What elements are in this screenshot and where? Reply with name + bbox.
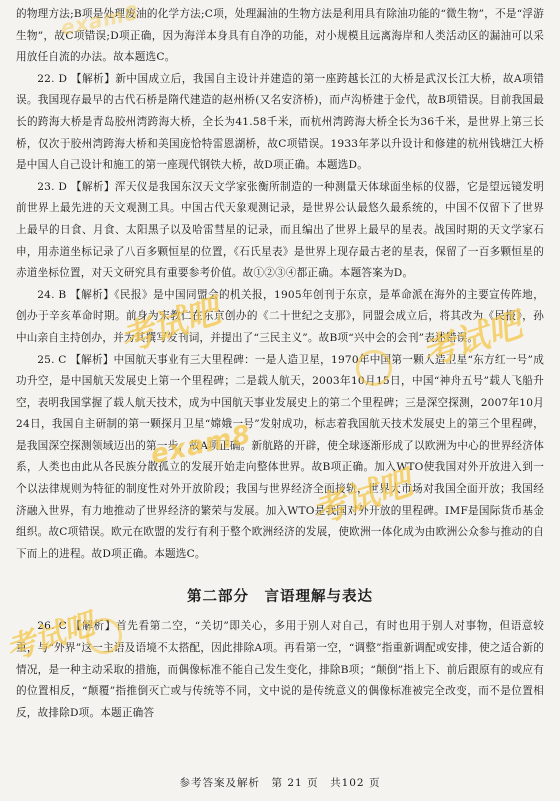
watermark-logo: exam8 [147, 419, 255, 471]
answer-paragraph: 24. B 【解析】《民报》是中国同盟会的机关报，1905年创刊于东京，是革命派在海外的主要宣传阵地，创办于辛亥革命时期。前身为宋教仁在东京创办的《二十世纪之支那》，同盟会成立后，将其改为《民报》，孙中山亲自主持创办，并为其撰写发刊词，并提出了“三民主义”。故B项“兴中会的会刊”表述错误。 [16, 288, 544, 344]
answer-paragraph: 22. D 【解析】新中国成立后，我国自主设计并建造的第一座跨越长江的大桥是武汉长江大桥，故A项错误。我国现存最早的古代石桥是隋代建造的赵州桥(又名安济桥)，而卢沟桥建于金代，故B项错误。目前我国最长的跨海大桥是青岛胶州湾跨海大桥，全长为41.58千米，而杭州湾跨海大桥全长为36千米，是世界上第三长桥，仅次于胶州湾跨海大桥和美国庞恰特雷恩湖桥，故C项错误。1933年茅以升设计和修建的杭州钱塘江大桥是中国人自己设计和施工的第一座现代钢铁大桥，故D项正确。本题选D。 [16, 72, 544, 172]
answer-paragraph: 的物理方法;B项是处理废油的化学方法;C项，处理漏油的生物方法是利用具有除油功能的“微生物”，不是“浮游生物”，故C项错误;D项正确，因为海洋本身具有自净的功能，对小规模且远离海岸和人类活动区的漏油可以采用放任自流的办法。故本题选C。 [16, 8, 544, 64]
document-body [16, 4, 544, 724]
watermark-logo: 考试吧 [307, 463, 417, 533]
watermark-logo: 考试吧 [417, 305, 527, 375]
section-title: 第二部分 言语理解与表达 [187, 588, 373, 606]
watermark-logo: 考试吧 [115, 291, 225, 361]
watermark-logo: exam8 [58, 0, 142, 41]
answer-paragraphs [16, 4, 544, 565]
watermark-ring [86, 618, 122, 654]
watermark-ring [356, 350, 392, 386]
answer-paragraph: 23. D 【解析】浑天仪是我国东汉天文学家张衡所制造的一种测量天体球面坐标的仪器，它是望远镜发明前世界上最先进的天文观测工具。中国古代天象观测记录，是世界公认最悠久最系统的，中国不仅留下了世界上最早的日食、月食、太阳黑子以及哈雷彗星的记录，而且编出了世界上最早的星表。战国时期的天文学家石申，用赤道坐标记录了八百多颗恒星的位置，《石氏星表》是世界上现存最古老的星表，保留了一百多颗恒星的赤道坐标位置，对天文研究具有重要参考价值。故①②③④都正确。本题答案为D。 [16, 180, 544, 280]
answer-paragraph: 25. C 【解析】中国航天事业有三大里程碑：一是人造卫星，1970年中国第一颗人造卫星“东方红一号”成功升空，是中国航天发展史上第一个里程碑；二是载人航天，2003年10月15日，中国“神舟五号”载人飞船升空，表明我国掌握了载人航天技术，成为中国航天事业发展史上的第二个里程碑；三是深空探测，2007年10月24日，我国自主研制的第一颗探月卫星“嫦娥一号”发射成功，标志着我国航天技术发展史上的第三个里程碑，是我国深空探测领域迈出的第一步，故A项正确。新航路的开辟，使全球逐渐形成了以欧洲为中心的世界经济体系，人类也由此从各民族分散孤立的发展开始走向整体世界。故B项正确。加入WTO使我国对外开放进入到一个以法律规则为特征的制度性对外开放阶段；我国与世界经济全面接轨，世界大市场对我国全面开放；我国经济融入世界，有力地推动了世界经济的繁荣与发展。加入WTO是我国对外开放的里程碑。IMF是国际货币基金组织。故C项错误。欧元在欧盟的发行有利于整个欧洲经济的发展，使欧洲一体化成为由欧洲公众参与推动的自下而上的进程。故D项正确。本题选C。 [16, 353, 544, 560]
answer-paragraph: 26. C 【解析】首先看第二空，“关切”即关心，多用于别人对自己，有时也用于别人对事物，但语意较重，与“外界”这一主语及语境不太搭配，因此排除A项。再看第一空，“调整”指重新调配或安排，使之适合新的情况，是一种主动采取的措施，而偶像标准不能自己发生变化，排除B项；“颠倒”指上下、前后跟原有的或应有的位置相反，“颠覆”指推倒灭亡或与传统等不同，文中说的是传统意义的偶像标准被完全改变，而不是位置相反，故排除D项。本题正确答 [16, 620, 544, 719]
page-footer: 参考答案及解析 第 21 页 共102 页 [179, 777, 381, 789]
watermark-logo: 考试吧 [1, 606, 99, 668]
